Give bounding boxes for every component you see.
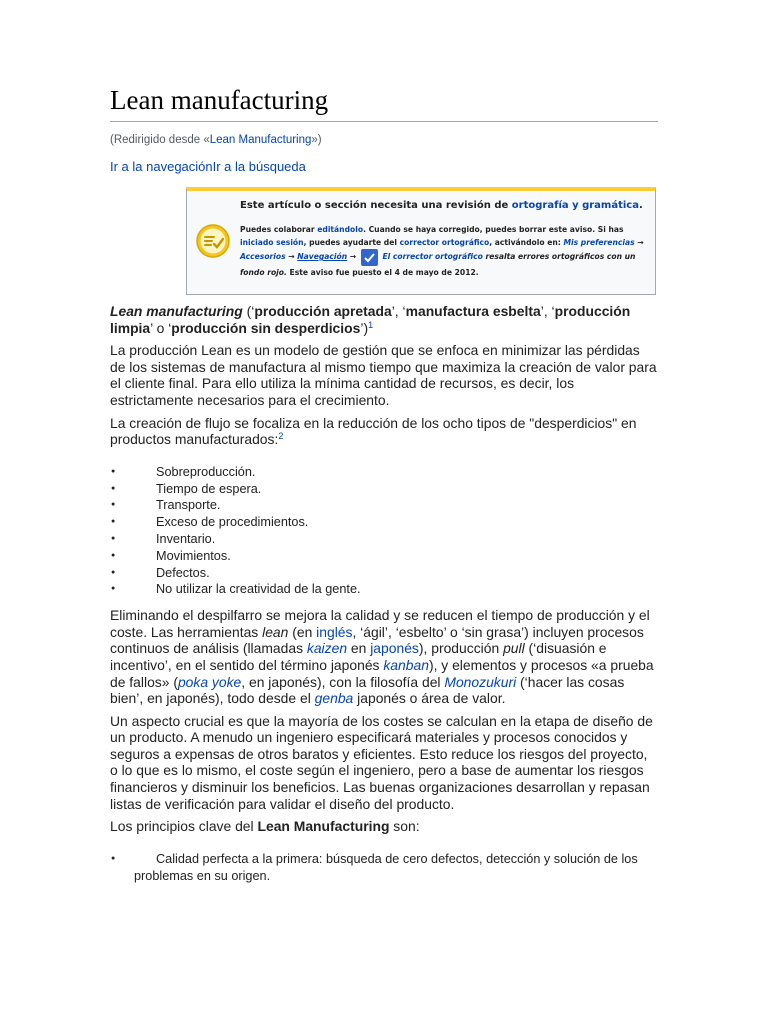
- redirect-link[interactable]: Lean Manufacturing: [209, 134, 312, 146]
- article: [110, 82, 658, 884]
- gadgets-link[interactable]: Accesorios: [240, 252, 286, 261]
- kaizen-link[interactable]: kaizen: [306, 640, 348, 657]
- list-item: ● Defectos.: [110, 565, 658, 582]
- list-item: ● Movimientos.: [110, 548, 658, 565]
- list-item: ● No utilizar la creatividad de la gente.: [110, 581, 658, 598]
- japones-link[interactable]: japonés: [370, 640, 419, 657]
- checkbox-checked-icon: [361, 249, 378, 266]
- page-title: Lean manufacturing: [110, 82, 658, 122]
- notice-heading: Este artículo o sección necesita una revisión de ortografía y gramática.: [240, 200, 643, 211]
- preferences-link[interactable]: Mis preferencias: [563, 238, 635, 247]
- waste-list: [110, 464, 658, 598]
- lead-term: Lean manufacturing: [110, 303, 243, 319]
- paragraph: La creación de flujo se focaliza en la reducción de los ocho tipos de "desperdicios" en productos manufacturados:$^2$: [110, 414, 637, 448]
- list-item: ● Sobreproducción.: [110, 464, 658, 481]
- list-item: ● Calidad perfecta a la primera: búsqueda de cero defectos, detección y solución de los problemas en su origen.: [110, 851, 658, 885]
- list-item: ● Inventario.: [110, 531, 658, 548]
- spellchecker-info-link[interactable]: El corrector ortográfico: [382, 252, 483, 261]
- monozukuri-link[interactable]: Monozukuri: [444, 673, 517, 690]
- spelling-grammar-link[interactable]: ortografía y gramática: [511, 200, 639, 211]
- paragraph: Eliminando el despilfarro se mejora la calidad y se reducen el tiempo de producción y el coste. Las herramientas lean (en inglés, ‘ágil’, ‘esbelto’ o ‘sin grasa’) incluyen procesos continuos de análisis (llamadas kaizen en japonés), producción pull (‘disuasión e incentivo’, en el sentido del término japonés kanban), y elementos y procesos «a prueba de fallos» (poka yoke, en japonés), con la filosofía del Monozukuri (‘hacer las cosas bien’, en japonés), todo desde el genba japonés o área de valor.: [110, 607, 654, 707]
- list-item: ● Exceso de procedimientos.: [110, 514, 658, 531]
- kanban-link[interactable]: kanban: [383, 656, 429, 673]
- genba-link[interactable]: genba: [314, 690, 354, 707]
- paragraph: Un aspecto crucial es que la mayoría de los costes se calculan en la etapa de diseño de un producto. A menudo un ingeniero especificará materiales y procesos conocidos y seguros a expensas de otros baratos y eficientes. Esto reduce los riesgos del proyecto, o lo que es lo mismo, el coste según el ingeniero, pero a base de aumentar los riesgos financieros y disminuir los beneficios. Las buenas organizaciones desarrollan y repasan listas de verificación para validar el diseño del producto.: [110, 712, 653, 812]
- paragraph: La producción Lean es un modelo de gestión que se enfoca en minimizar las pérdidas de los sistemas de manufactura al mismo tiempo que maximiza la creación de valor para el cliente final. Para ello utiliza la mínima cantidad de recursos, es decir, los estrictamente necesarios para el crecimiento.: [110, 342, 657, 408]
- reference-link[interactable]: 2: [278, 431, 284, 442]
- jump-to-search-link[interactable]: Ir a la búsqueda: [212, 159, 306, 174]
- spellchecker-link[interactable]: corrector ortográfico: [399, 238, 490, 247]
- jump-links: [110, 158, 658, 176]
- maintenance-notice: [186, 187, 656, 295]
- navigation-pref-link[interactable]: Navegación: [297, 252, 348, 261]
- list-item: ● Transporte.: [110, 497, 658, 514]
- reference-link[interactable]: 1: [368, 319, 374, 330]
- poka-yoke-link[interactable]: poka yoke: [177, 673, 242, 690]
- paragraph: Los principios clave del Lean Manufacturing son:: [110, 818, 420, 835]
- jump-to-navigation-link[interactable]: Ir a la navegación: [110, 159, 213, 174]
- lead-paragraph: Lean manufacturing (‘producción apretada’, ‘manufactura esbelta’, ‘producción limpia’ o ‘producción sin desperdicios’)$^1$: [110, 303, 631, 336]
- ingles-link[interactable]: inglés: [316, 623, 353, 640]
- login-link[interactable]: iniciado sesión: [240, 238, 304, 247]
- list-item: ● Tiempo de espera.: [110, 481, 658, 498]
- edit-link[interactable]: editándolo: [317, 225, 364, 234]
- principles-list: [110, 851, 658, 885]
- redirect-note: (Redirigido desde «Lean Manufacturing»): [110, 134, 322, 146]
- notice-body: Puedes colaborar editándolo. Cuando se haya corregido, puedes borrar este aviso. Si has iniciado sesión, puedes ayudarte del corrector ortográfico, activándolo en: Mis preferencias → Accesorios → Navegación → El corrector ortográfico resalta errores ortográficos con un fondo rojo. Este aviso fue puesto el 4 de mayo de 2012.: [240, 225, 644, 277]
- spellcheck-icon: [196, 224, 230, 263]
